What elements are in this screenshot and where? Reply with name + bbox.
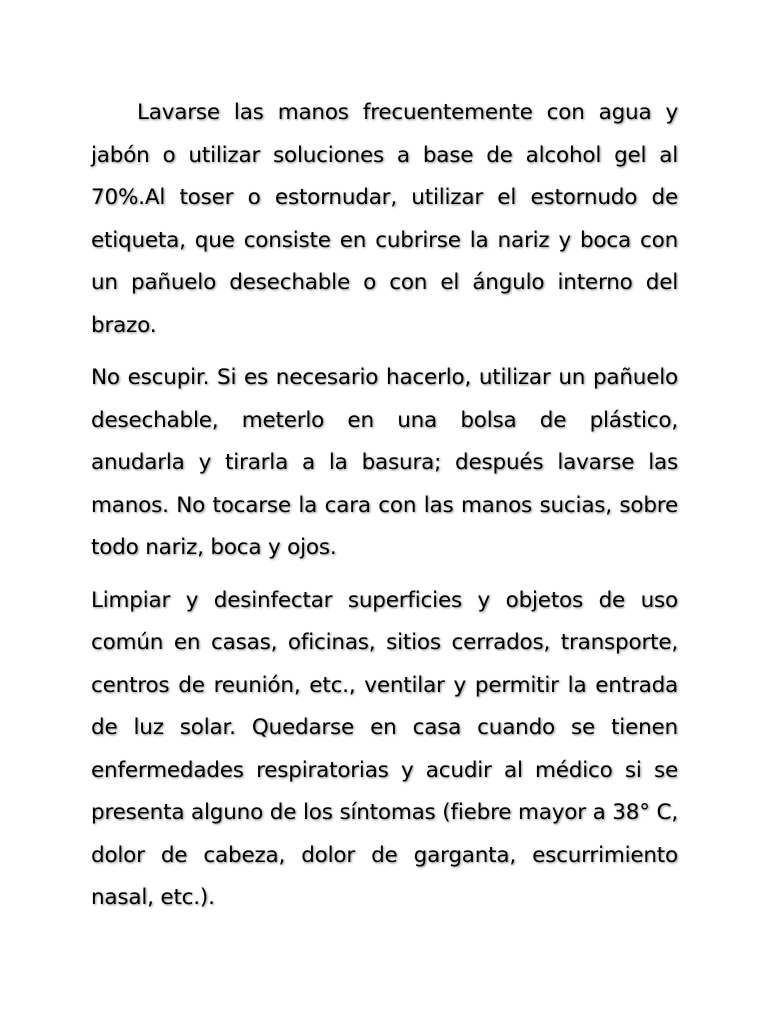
paragraph-cleaning: Limpiar y desinfectar superficies y objetos de uso común en casas, oficinas, sitios cerrados, transporte, centros de reunión, etc., ventilar y permitir la entrada de luz solar. Quedarse en casa cuando se tienen enfermedades respiratorias y acudir al médico si se presenta alguno de los síntomas (fiebre mayor a 38° C, dolor de cabeza, dolor de garganta, escurrimiento nasal, etc.). <box>91 587 678 910</box>
paragraph-spitting: No escupir. Si es necesario hacerlo, utilizar un pañuelo desechable, meterlo en una bolsa de plástico, anudarla y tirarla a la basura; después lavarse las manos. No tocarse la cara con las manos sucias, sobre todo nariz, boca y ojos. <box>91 365 678 560</box>
paragraph-handwashing: Lavarse las manos frecuentemente con agua y jabón o utilizar soluciones a base de alcohol gel al 70%.Al toser o estornudar, utilizar el estornudo de etiqueta, que consiste en cubrirse la nariz y boca con un pañuelo desechable o con el ángulo interno del brazo. <box>91 100 678 338</box>
